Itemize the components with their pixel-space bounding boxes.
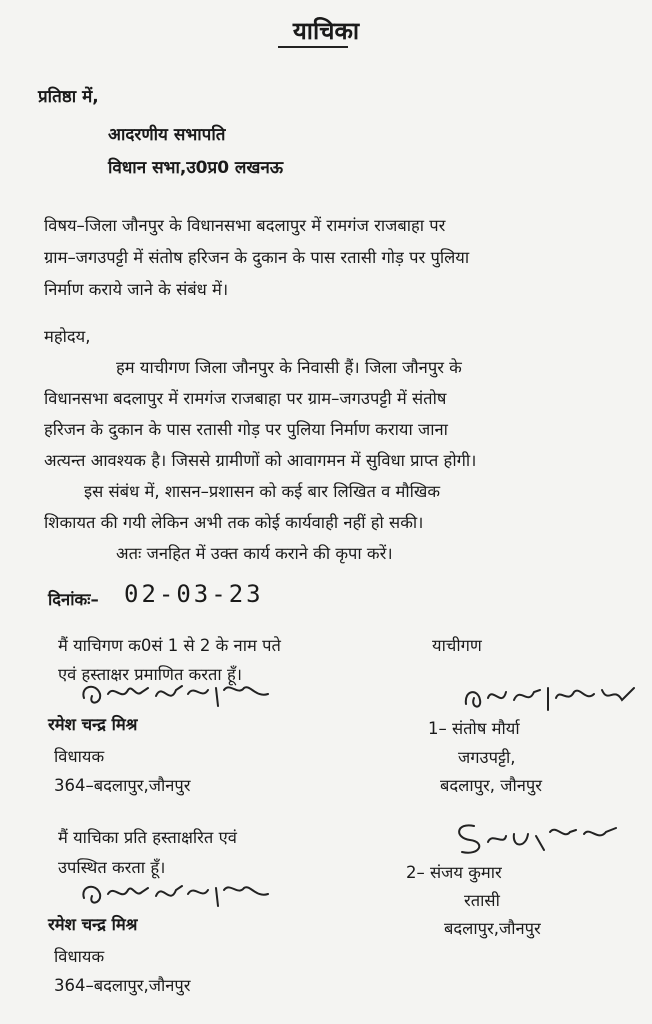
body-line-1: हम याचीगण जिला जौनपुर के निवासी हैं। जिला जौनपुर के	[116, 358, 462, 377]
date-label: दिनांकः–	[48, 590, 99, 609]
petitioner-1-village: जगउपट्टी,	[458, 748, 516, 767]
title-underline	[278, 46, 348, 48]
body-line-3: हरिजन के दुकान के पास रतासी गोड़ पर पुलिया निर्माण कराया जाना	[44, 420, 448, 439]
document-title: याचिका	[292, 17, 360, 45]
petitioner-2-village: रतासी	[464, 891, 500, 910]
signatory-designation-1: विधायक	[54, 747, 105, 766]
body-line-6: शिकायत की गयी लेकिन अभी तक कोई कार्यवाही नहीं हो सकी।	[44, 513, 424, 532]
subject-line-1: विषय–जिला जौनपुर के विधानसभा बदलापुर में रामगंज राजबाहा पर	[44, 216, 446, 235]
body-line-4: अत्यन्त आवश्यक है। जिससे ग्रामीणों को आवागमन में सुविधा प्राप्त होगी।	[44, 451, 477, 470]
certification-2-line-1: मैं याचिका प्रति हस्ताक्षरित एवं	[58, 828, 237, 847]
addressee-line-1: आदरणीय सभापति	[108, 125, 226, 145]
subject-line-3: निर्माण कराये जाने के संबंध में।	[44, 280, 229, 299]
signatory-name-1: रमेश चन्द्र मिश्र	[48, 715, 138, 734]
salutation: प्रतिष्ठा में,	[38, 87, 99, 107]
petitioner-1-address: बदलापुर, जौनपुर	[440, 776, 543, 795]
greeting: महोदय,	[44, 327, 91, 346]
body-line-2: विधानसभा बदलापुर में रामगंज राजबाहा पर ग्राम–जगउपट्टी में संतोष	[44, 389, 447, 408]
certification-1-line-2: एवं हस्ताक्षर प्रमाणित करता हूँ।	[58, 665, 242, 684]
petitioner-2-name: 2– संजय कुमार	[406, 863, 502, 882]
addressee-line-2: विधान सभा,उ0प्र0 लखनऊ	[108, 158, 284, 178]
date-value: 02-03-23	[124, 580, 264, 608]
petitioner-1-name: 1– संतोष मौर्या	[428, 719, 520, 738]
subject-line-2: ग्राम–जगउपट्टी में संतोष हरिजन के दुकान के पास रतासी गोड़ पर पुलिया	[44, 248, 470, 267]
signatory-constituency-1: 364–बदलापुर,जौनपुर	[54, 776, 191, 795]
petitioner-2-address: बदलापुर,जौनपुर	[444, 919, 541, 938]
certification-2-line-2: उपस्थित करता हूँ।	[58, 858, 166, 877]
body-line-5: इस संबंध में, शासन–प्रशासन को कई बार लिखित व मौखिक	[84, 482, 441, 501]
signatory-constituency-2: 364–बदलापुर,जौनपुर	[54, 976, 191, 995]
body-line-7: अतः जनहित में उक्त कार्य कराने की कृपा करें।	[116, 544, 393, 563]
signatory-name-2: रमेश चन्द्र मिश्र	[48, 915, 138, 934]
certification-1-line-1: मैं याचिगण क0सं 1 से 2 के नाम पते	[58, 636, 281, 655]
petitioners-heading: याचीगण	[432, 636, 482, 655]
signatory-designation-2: विधायक	[54, 947, 105, 966]
petitioner-2-signature	[452, 818, 622, 864]
